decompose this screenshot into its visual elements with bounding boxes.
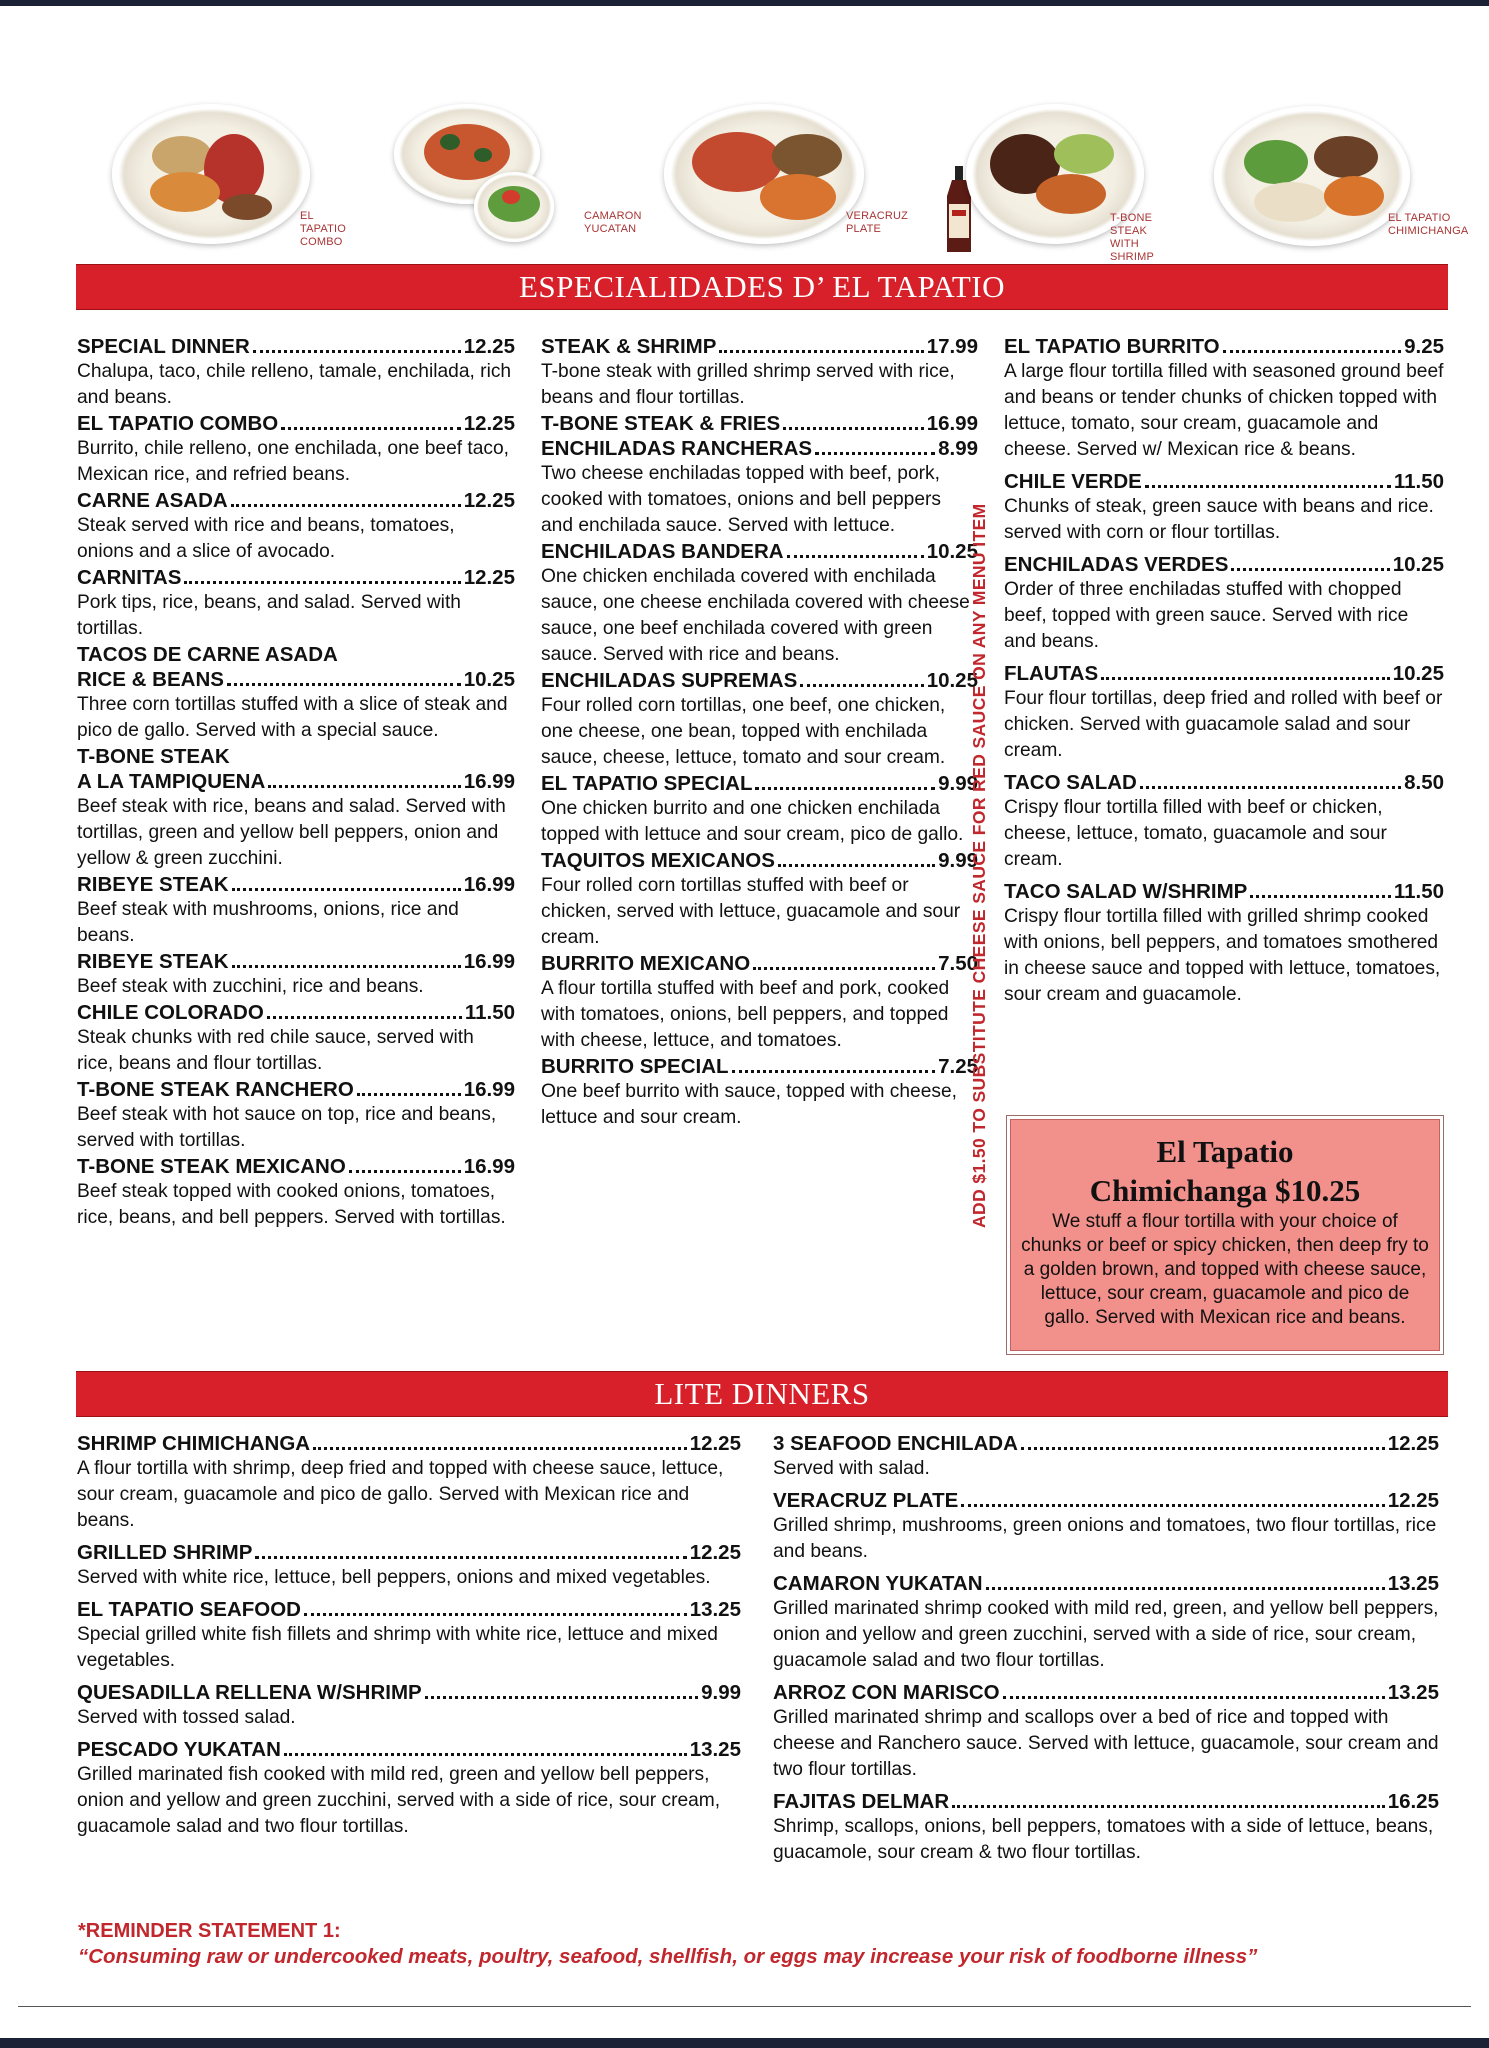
- dot-leader: [778, 864, 935, 867]
- menu-item: [773, 1680, 1439, 1783]
- menu-item-price: 16.99: [463, 1078, 515, 1101]
- menu-item-description: Beef steak topped with cooked onions, tomatoes, rice, beans, and bell peppers. Served with tortillas.: [77, 1181, 506, 1228]
- menu-item-name: BURRITO MEXICANO: [541, 952, 751, 975]
- dot-leader: [961, 1504, 1384, 1507]
- menu-item: [1004, 661, 1444, 764]
- menu-item-name: TAQUITOS MEXICANOS: [541, 849, 775, 872]
- menu-item: [541, 539, 978, 668]
- menu-item-price: 12.25: [1387, 1432, 1439, 1455]
- menu-item: [77, 744, 515, 872]
- menu-item-description: Served with salad.: [773, 1458, 930, 1479]
- menu-item-price: 11.50: [1393, 470, 1444, 493]
- photo-caption: EL TAPATIO COMBO: [300, 210, 347, 248]
- dot-leader: [267, 1016, 462, 1019]
- menu-item-header: [1004, 661, 1444, 686]
- menu-item: [541, 668, 978, 771]
- menu-item: [541, 411, 978, 436]
- specialties-column-3: [1004, 334, 1444, 1014]
- bottom-border: [0, 2038, 1489, 2048]
- specialties-column-1: [77, 334, 515, 1231]
- footer-divider: [18, 2006, 1471, 2007]
- menu-item-name: ENCHILADAS SUPREMAS: [541, 669, 798, 692]
- menu-item-price: 10.25: [926, 540, 978, 563]
- dot-leader: [787, 555, 924, 558]
- menu-item-name: TACO SALAD: [1004, 771, 1137, 794]
- menu-item: [1004, 770, 1444, 873]
- menu-item-price: 10.25: [1392, 553, 1444, 576]
- menu-item-description: Grilled marinated shrimp and scallops over a bed of rice and topped with cheese and Ranchero sauce. Served with lettuce, guacamole, sour cream and two flour tortillas.: [773, 1707, 1439, 1780]
- menu-item-description: Two cheese enchiladas topped with beef, pork, cooked with tomatoes, onions and bell peppers and enchilada sauce. Served with lettuce.: [541, 463, 941, 536]
- menu-item: [541, 771, 978, 848]
- menu-item-name: CHILE VERDE: [1004, 470, 1142, 493]
- dot-leader: [1223, 350, 1401, 353]
- menu-item-description: Four rolled corn tortillas, one beef, one chicken, one cheese, one bean, topped with enchilada sauce, cheese, lettuce, tomato and sour cream.: [541, 695, 946, 768]
- dot-leader: [1250, 895, 1391, 898]
- menu-item-header: [541, 436, 978, 461]
- menu-item-description: Beef steak with hot sauce on top, rice and beans, served with tortillas.: [77, 1104, 497, 1151]
- reminder-statement: “Consuming raw or undercooked meats, poultry, seafood, shellfish, or eggs may increase your risk of foodborne illness”: [78, 1945, 1258, 1968]
- dot-leader: [986, 1587, 1385, 1590]
- dot-leader: [1003, 1696, 1385, 1699]
- reminder-title: *REMINDER STATEMENT 1:: [78, 1920, 341, 1942]
- menu-item-description: Special grilled white fish fillets and shrimp with white rice, lettuce and mixed vegetables.: [77, 1624, 718, 1671]
- menu-item-price: 13.25: [689, 1738, 741, 1761]
- menu-item-name: ENCHILADAS RANCHERAS: [541, 437, 813, 460]
- menu-item-name: EL TAPATIO SEAFOOD: [77, 1598, 301, 1621]
- menu-item-name: T-BONE STEAK RANCHERO: [77, 1078, 354, 1101]
- menu-item-name: A LA TAMPIQUENA: [77, 770, 266, 793]
- menu-item-name: ENCHILADAS VERDES: [1004, 553, 1229, 576]
- lite-dinners-right-column: [773, 1431, 1439, 1872]
- menu-item-description: Grilled shrimp, mushrooms, green onions and tomatoes, two flour tortillas, rice and beans.: [773, 1515, 1437, 1562]
- menu-item-name: CHILE COLORADO: [77, 1001, 264, 1024]
- menu-item-price: 9.99: [938, 849, 978, 872]
- menu-item: [77, 565, 515, 642]
- menu-item-header: [773, 1680, 1439, 1705]
- dot-leader: [1145, 485, 1391, 488]
- menu-item-price: 13.25: [689, 1598, 741, 1621]
- menu-item: [77, 949, 515, 1000]
- menu-item-header: [541, 539, 978, 564]
- menu-item: [77, 488, 515, 565]
- menu-item-header: [541, 848, 978, 873]
- promo-title-line-1: El Tapatio: [1156, 1134, 1294, 1169]
- menu-item-header: [77, 1154, 515, 1179]
- dot-leader: [281, 427, 460, 430]
- menu-item-price: 12.25: [689, 1541, 741, 1564]
- menu-item: [541, 848, 978, 951]
- menu-item: [1004, 469, 1444, 546]
- menu-item-description: Grilled marinated fish cooked with mild red, green and yellow bell peppers, onion and yellow and green zucchini, served with a side of rice, sour cream, guacamole salad and two flour tortillas.: [77, 1764, 721, 1837]
- dot-leader: [753, 967, 935, 970]
- menu-item-name: RICE & BEANS: [77, 668, 224, 691]
- dot-leader: [232, 888, 461, 891]
- menu-item-header: [77, 1540, 741, 1565]
- menu-item-header: [773, 1431, 1439, 1456]
- menu-item: [77, 1431, 741, 1534]
- dot-leader: [184, 581, 460, 584]
- dot-leader: [255, 1556, 686, 1559]
- menu-item-header: [77, 1077, 515, 1102]
- menu-item-header: [77, 334, 515, 359]
- menu-item-header: [77, 565, 515, 590]
- menu-item-description: Served with white rice, lettuce, bell peppers, onions and mixed vegetables.: [77, 1567, 711, 1588]
- dot-leader: [284, 1753, 687, 1756]
- menu-item-name: CARNITAS: [77, 566, 182, 589]
- menu-item-description: A large flour tortilla filled with seasoned ground beef and beans or tender chunks of chicken topped with lettuce, tomato, sour cream, guacamole and cheese. Served w/ Mexican rice & beans.: [1004, 361, 1444, 460]
- menu-item-header: [541, 771, 978, 796]
- promo-description: We stuff a flour tortilla with your choice of chunks or beef or spicy chicken, then deep fry to a golden brown, and topped with cheese sauce, lettuce, sour cream, guacamole and pico de gallo. Served with Mexican rice and beans.: [1021, 1211, 1429, 1328]
- chimichanga-promo-box: [1006, 1115, 1444, 1355]
- menu-item: [77, 1737, 741, 1840]
- menu-item-description: Beef steak with mushrooms, onions, rice and beans.: [77, 899, 459, 946]
- salad-bowl-icon: [474, 172, 554, 242]
- menu-item-name: STEAK & SHRIMP: [541, 335, 717, 358]
- menu-item: [773, 1789, 1439, 1866]
- menu-item-price: 12.25: [1387, 1489, 1439, 1512]
- menu-item-header: [541, 411, 978, 436]
- menu-item-name: 3 SEAFOOD ENCHILADA: [773, 1432, 1018, 1455]
- dot-leader: [349, 1170, 461, 1173]
- menu-item-description: Beef steak with zucchini, rice and beans.: [77, 976, 424, 997]
- dot-leader: [952, 1805, 1385, 1808]
- menu-item-name: T-BONE STEAK & FRIES: [541, 412, 781, 435]
- menu-item-price: 12.25: [689, 1432, 741, 1455]
- menu-item-name: EL TAPATIO BURRITO: [1004, 335, 1220, 358]
- menu-item: [541, 951, 978, 1054]
- menu-item-name: T-BONE STEAK MEXICANO: [77, 1155, 346, 1178]
- menu-item-header: [77, 411, 515, 436]
- lite-dinners-left-column: [77, 1431, 741, 1846]
- menu-item: [1004, 334, 1444, 463]
- menu-item: [77, 411, 515, 488]
- menu-item-name: TACO SALAD W/SHRIMP: [1004, 880, 1248, 903]
- menu-item-description: Pork tips, rice, beans, and salad. Served with tortillas.: [77, 592, 461, 639]
- menu-item-price: 9.99: [938, 772, 978, 795]
- menu-item-description: Four flour tortillas, deep fried and rolled with beef or chicken. Served with guacamole salad and sour cream.: [1004, 688, 1443, 761]
- menu-item-price: 17.99: [926, 335, 978, 358]
- dot-leader: [719, 350, 923, 353]
- menu-item-price: 7.25: [938, 1055, 978, 1078]
- menu-item-price: 11.50: [1393, 880, 1444, 903]
- dot-leader: [1231, 568, 1389, 571]
- dot-leader: [253, 350, 461, 353]
- menu-item-description: One chicken burrito and one chicken enchilada topped with lettuce and sour cream, pico de gallo.: [541, 798, 964, 845]
- dot-leader: [425, 1696, 698, 1699]
- menu-item-header: [77, 1737, 741, 1762]
- plate-icon: [664, 104, 864, 244]
- photo-caption: CAMARON YUCATAN: [584, 210, 642, 235]
- menu-item-name: CARNE ASADA: [77, 489, 228, 512]
- menu-item-description: Chalupa, taco, chile relleno, tamale, enchilada, rich and beans.: [77, 361, 512, 408]
- menu-item-price: 16.25: [1387, 1790, 1439, 1813]
- menu-item-header: [1004, 334, 1444, 359]
- menu-item-description: Chunks of steak, green sauce with beans and rice. served with corn or flour tortillas.: [1004, 496, 1434, 543]
- dot-leader: [1021, 1447, 1385, 1450]
- menu-item: [773, 1571, 1439, 1674]
- menu-item-description: One beef burrito with sauce, topped with cheese, lettuce and sour cream.: [541, 1081, 957, 1128]
- dot-leader: [313, 1447, 687, 1450]
- menu-item-description: Beef steak with rice, beans and salad. Served with tortillas, green and yellow bell peppers, onion and yellow & green zucchini.: [77, 796, 506, 869]
- menu-item-name: VERACRUZ PLATE: [773, 1489, 959, 1512]
- lite-dinners-banner: LITE DINNERS: [76, 1371, 1448, 1417]
- menu-item-name: EL TAPATIO SPECIAL: [541, 772, 753, 795]
- photo-caption: T-BONE STEAK WITH SHRIMP: [1110, 212, 1154, 263]
- menu-item-description: A flour tortilla stuffed with beef and pork, cooked with tomatoes, onions, bell peppers, and topped with cheese, lettuce, and tomatoes.: [541, 978, 950, 1051]
- menu-item: [77, 872, 515, 949]
- menu-item-header: [77, 1431, 741, 1456]
- dot-leader: [357, 1093, 461, 1096]
- dot-leader: [783, 427, 924, 430]
- dot-leader: [800, 684, 923, 687]
- specialties-column-2: [541, 334, 978, 1131]
- plate-icon: [112, 104, 310, 244]
- menu-item-price: 9.99: [701, 1681, 741, 1704]
- menu-item-price: 10.25: [1392, 662, 1444, 685]
- dot-leader: [755, 787, 935, 790]
- dot-leader: [268, 785, 460, 788]
- menu-item-price: 16.99: [463, 770, 515, 793]
- substitute-cheese-sauce-note: ADD $1.50 TO SUBSTITUTE CHEESE SAUCE FOR RED SAUCE ON ANY MENU ITEM: [969, 503, 989, 1228]
- dot-leader: [232, 965, 461, 968]
- menu-item-name-line: TACOS DE CARNE ASADA: [77, 643, 338, 666]
- dot-leader: [304, 1613, 687, 1616]
- menu-item-name: RIBEYE STEAK: [77, 950, 229, 973]
- menu-item-price: 12.25: [463, 489, 515, 512]
- menu-item-header: [1004, 469, 1444, 494]
- menu-item-price: 9.25: [1404, 335, 1444, 358]
- menu-item-header: [77, 949, 515, 974]
- menu-item: [77, 1000, 515, 1077]
- menu-item-description: Served with tossed salad.: [77, 1707, 296, 1728]
- photo-caption: VERACRUZ PLATE: [846, 210, 909, 235]
- menu-item-description: Grilled marinated shrimp cooked with mild red, green, and yellow bell peppers, onion and yellow and green zucchini, served with a side of rice, sour cream, guacamole salad and two flour tortillas.: [773, 1598, 1439, 1671]
- menu-item-description: Crispy flour tortilla filled with beef or chicken, cheese, lettuce, tomato, guacamole and sour cream.: [1004, 797, 1387, 870]
- menu-item-description: Steak chunks with red chile sauce, served with rice, beans and flour tortillas.: [77, 1027, 474, 1074]
- menu-item-description: Burrito, chile relleno, one enchilada, one beef taco, Mexican rice, and refried beans.: [77, 438, 509, 485]
- menu-item-header: [1004, 770, 1444, 795]
- menu-item-price: 16.99: [926, 412, 978, 435]
- menu-item: [541, 436, 978, 539]
- menu-item: [1004, 879, 1444, 1008]
- menu-item-price: 11.50: [464, 1001, 515, 1024]
- menu-item: [773, 1431, 1439, 1482]
- menu-item: [541, 1054, 978, 1131]
- menu-item-price: 10.25: [463, 668, 515, 691]
- menu-item-description: Shrimp, scallops, onions, bell peppers, tomatoes with a side of lettuce, beans, guacamole, sour cream & two flour tortillas.: [773, 1816, 1434, 1863]
- dot-leader: [815, 452, 935, 455]
- menu-item-description: Steak served with rice and beans, tomatoes, onions and a slice of avocado.: [77, 515, 455, 562]
- menu-item-price: 16.99: [463, 1155, 515, 1178]
- specialties-banner: ESPECIALIDADES D’ EL TAPATIO: [76, 264, 1448, 310]
- menu-item-price: 12.25: [463, 412, 515, 435]
- dot-leader: [227, 683, 461, 686]
- menu-item-name: ARROZ CON MARISCO: [773, 1681, 1000, 1704]
- menu-item-price: 13.25: [1387, 1572, 1439, 1595]
- menu-item: [773, 1488, 1439, 1565]
- menu-item-name: FLAUTAS: [1004, 662, 1099, 685]
- menu-item-header: [77, 1680, 741, 1705]
- menu-item-description: T-bone steak with grilled shrimp served with rice, beans and flour tortillas.: [541, 361, 955, 408]
- menu-item: [77, 334, 515, 411]
- menu-item-price: 12.25: [463, 335, 515, 358]
- menu-item: [1004, 552, 1444, 655]
- menu-item: [77, 1540, 741, 1591]
- menu-item-header: [77, 1000, 515, 1025]
- menu-item: [77, 1597, 741, 1674]
- dot-leader: [1101, 677, 1390, 680]
- menu-item: [77, 1154, 515, 1231]
- top-border: [0, 0, 1489, 6]
- menu-item-name: RIBEYE STEAK: [77, 873, 229, 896]
- menu-item-header: [77, 769, 515, 794]
- promo-inner: [1010, 1119, 1440, 1351]
- menu-item-price: 16.99: [463, 950, 515, 973]
- menu-item-header: [773, 1488, 1439, 1513]
- menu-item-description: Three corn tortillas stuffed with a slice of steak and pico de gallo. Served with a special sauce.: [77, 694, 508, 741]
- menu-item-header: [773, 1571, 1439, 1596]
- menu-item-header: [1004, 552, 1444, 577]
- menu-item-header: [541, 334, 978, 359]
- promo-title-line-2: Chimichanga $10.25: [1089, 1173, 1361, 1208]
- menu-item-header: [77, 872, 515, 897]
- menu-item-name: SPECIAL DINNER: [77, 335, 250, 358]
- menu-item-price: 10.25: [926, 669, 978, 692]
- menu-item-name: SHRIMP CHIMICHANGA: [77, 1432, 311, 1455]
- menu-item-header: [541, 668, 978, 693]
- menu-item-name: BURRITO SPECIAL: [541, 1055, 729, 1078]
- menu-item: [77, 1077, 515, 1154]
- menu-item-price: 7.50: [938, 952, 978, 975]
- menu-item-price: 16.99: [463, 873, 515, 896]
- menu-item-name: QUESADILLA RELLENA W/SHRIMP: [77, 1681, 422, 1704]
- menu-item: [77, 642, 515, 744]
- dot-leader: [231, 504, 461, 507]
- menu-item-description: Four rolled corn tortillas stuffed with beef or chicken, served with lettuce, guacamole and sour cream.: [541, 875, 961, 948]
- menu-item-header: [773, 1789, 1439, 1814]
- menu-item-name: EL TAPATIO COMBO: [77, 412, 279, 435]
- menu-item: [77, 1680, 741, 1731]
- menu-item-header: [77, 1597, 741, 1622]
- photo-caption: EL TAPATIO CHIMICHANGA: [1388, 212, 1469, 237]
- menu-item-name: CAMARON YUKATAN: [773, 1572, 983, 1595]
- menu-item-price: 8.99: [938, 437, 978, 460]
- menu-item-name: GRILLED SHRIMP: [77, 1541, 253, 1564]
- menu-item-name: PESCADO YUKATAN: [77, 1738, 281, 1761]
- menu-item-description: A flour tortilla with shrimp, deep fried and topped with cheese sauce, lettuce, sour cream, guacamole and pico de gallo. Served with Mexican rice and beans.: [77, 1458, 724, 1531]
- menu-item-name: ENCHILADAS BANDERA: [541, 540, 784, 563]
- menu-item-header: [541, 1054, 978, 1079]
- plate-icon: [1214, 106, 1410, 246]
- menu-item-price: 8.50: [1404, 771, 1444, 794]
- menu-item-price: 12.25: [463, 566, 515, 589]
- menu-item: [541, 334, 978, 411]
- menu-item-header: [1004, 879, 1444, 904]
- menu-item-name: FAJITAS DELMAR: [773, 1790, 950, 1813]
- menu-item-description: Order of three enchiladas stuffed with chopped beef, topped with green sauce. Served with rice and beans.: [1004, 579, 1409, 652]
- menu-item-header: [541, 951, 978, 976]
- menu-item-price: 13.25: [1387, 1681, 1439, 1704]
- dot-leader: [1140, 786, 1401, 789]
- menu-item-name-line: T-BONE STEAK: [77, 745, 230, 768]
- menu-item-description: Crispy flour tortilla filled with grilled shrimp cooked with onions, bell peppers, and tomatoes smothered in cheese sauce and topped with lettuce, tomatoes, sour cream and guacamole.: [1004, 906, 1441, 1005]
- menu-item-description: One chicken enchilada covered with enchilada sauce, one cheese enchilada covered with cheese sauce, one beef enchilada covered with green sauce. Served with rice and beans.: [541, 566, 970, 665]
- dot-leader: [732, 1070, 936, 1073]
- menu-item-header: [77, 667, 515, 692]
- menu-item-header: [77, 488, 515, 513]
